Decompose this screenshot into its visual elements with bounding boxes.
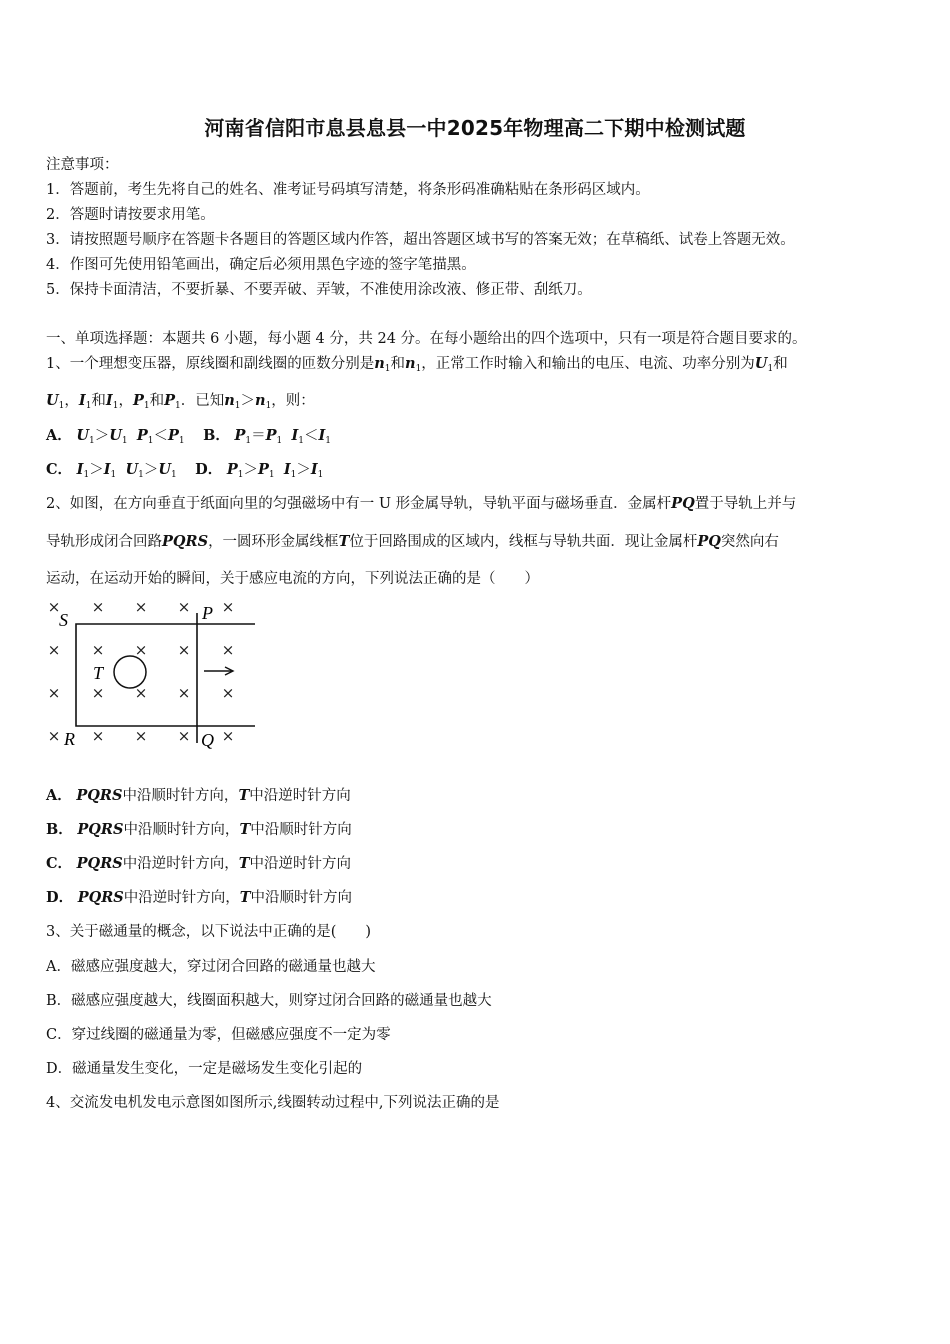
q2-option-b: B． PQRS中沿顺时针方向，T中沿顺时针方向 [46,821,352,838]
field-cross-icon: × [221,727,235,745]
q1-options-ab: A． $U_1>U_1$ $P_1<P_1$ B． $P_1=P_1$ $I_1<I_1$ [46,427,332,446]
q2-option-d: D． PQRS中沿逆时针方向，T中沿顺时针方向 [46,889,353,906]
q1-stem-line1: 1、一个理想变压器，原线圈和副线圈的匝数分别是$n_1$和$n_1$，正常工作时输入和输出的电压、电流、功率分别为$U_1$和 [46,355,788,374]
ring-coil-t [114,656,146,688]
field-cross-icon: × [91,641,105,659]
q3-option-a: A．磁感应强度越大，穿过闭合回路的磁通量也越大 [46,959,376,975]
notice-item-1: 1．答题前，考生先将自己的姓名、准考证号码填写清楚，将条形码准确粘贴在条形码区域内。 [46,182,650,198]
notice-item-2: 2．答题时请按要求用笔。 [46,207,215,223]
field-cross-icon: × [134,684,148,702]
field-cross-icon: × [177,641,191,659]
q1-options-cd: C． $I_1>I_1$ $U_1>U_1$ D． $P_1>P_1$ $I_1>I_1$ [46,461,324,480]
field-cross-icon: × [47,598,61,616]
field-cross-icon: × [91,684,105,702]
q2-option-c: C． PQRS中沿逆时针方向，T中沿逆时针方向 [46,855,352,872]
q2-stem-line1: 2、如图，在方向垂直于纸面向里的匀强磁场中有一 U 形金属导轨，导轨平面与磁场垂直．金属杆PQ置于导轨上并与 [46,495,797,512]
q3-option-c: C．穿过线圈的磁通量为零，但磁感应强度不一定为零 [46,1027,391,1043]
notice-heading: 注意事项： [46,157,119,173]
q3-option-d: D．磁通量发生变化，一定是磁场发生变化引起的 [46,1061,363,1077]
label-q: Q [201,730,214,750]
field-cross-icon: × [221,684,235,702]
field-cross-icon: × [134,727,148,745]
label-p: P [202,603,213,623]
field-cross-icon: × [91,727,105,745]
label-t: T [93,663,104,683]
field-cross-icon: × [221,641,235,659]
q2-option-a: A． PQRS中沿顺时针方向，T中沿逆时针方向 [46,787,351,804]
field-cross-icon: × [91,598,105,616]
notice-item-4: 4．作图可先使用铅笔画出，确定后必须用黑色字迹的签字笔描黑。 [46,257,476,273]
field-cross-icon: × [221,598,235,616]
q1-stem-line2: $U_1$，$I_1$和$I_1$，$P_1$和$P_1$．已知$n_1>n_1$，则： [46,392,315,411]
q2-stem-line3: 运动，在运动开始的瞬间，关于感应电流的方向，下列说法正确的是（ ） [46,571,539,587]
page-title: 河南省信阳市息县息县一中2025年物理高二下期中检测试题 [204,116,746,140]
field-cross-icon: × [47,684,61,702]
field-cross-icon: × [134,598,148,616]
label-r: R [64,729,75,749]
field-cross-icon: × [177,598,191,616]
label-s: S [59,610,68,630]
field-cross-icon: × [47,727,61,745]
field-cross-icon: × [47,641,61,659]
field-cross-icon: × [134,641,148,659]
field-cross-icon: × [177,684,191,702]
q2-circuit-figure [44,595,264,755]
q2-stem-line2: 导轨形成闭合回路PQRS，一圆环形金属线框T位于回路围成的区域内，线框与导轨共面．现让金属杆PQ突然向右 [46,533,779,550]
section-heading: 一、单项选择题：本题共 6 小题，每小题 4 分，共 24 分。在每小题给出的四个选项中，只有一项是符合题目要求的。 [46,331,807,347]
field-cross-icon: × [177,727,191,745]
q3-option-b: B．磁感应强度越大，线圈面积越大，则穿过闭合回路的磁通量也越大 [46,993,492,1009]
notice-item-3: 3．请按照题号顺序在答题卡各题目的答题区域内作答，超出答题区域书写的答案无效；在草稿纸、试卷上答题无效。 [46,232,795,248]
q3-stem: 3、关于磁通量的概念，以下说法中正确的是( ) [46,924,372,940]
q4-stem: 4、交流发电机发电示意图如图所示,线圈转动过程中,下列说法正确的是 [46,1095,500,1111]
notice-item-5: 5．保持卡面清洁，不要折暴、不要弄破、弄皱，不准使用涂改液、修正带、刮纸刀。 [46,282,592,298]
